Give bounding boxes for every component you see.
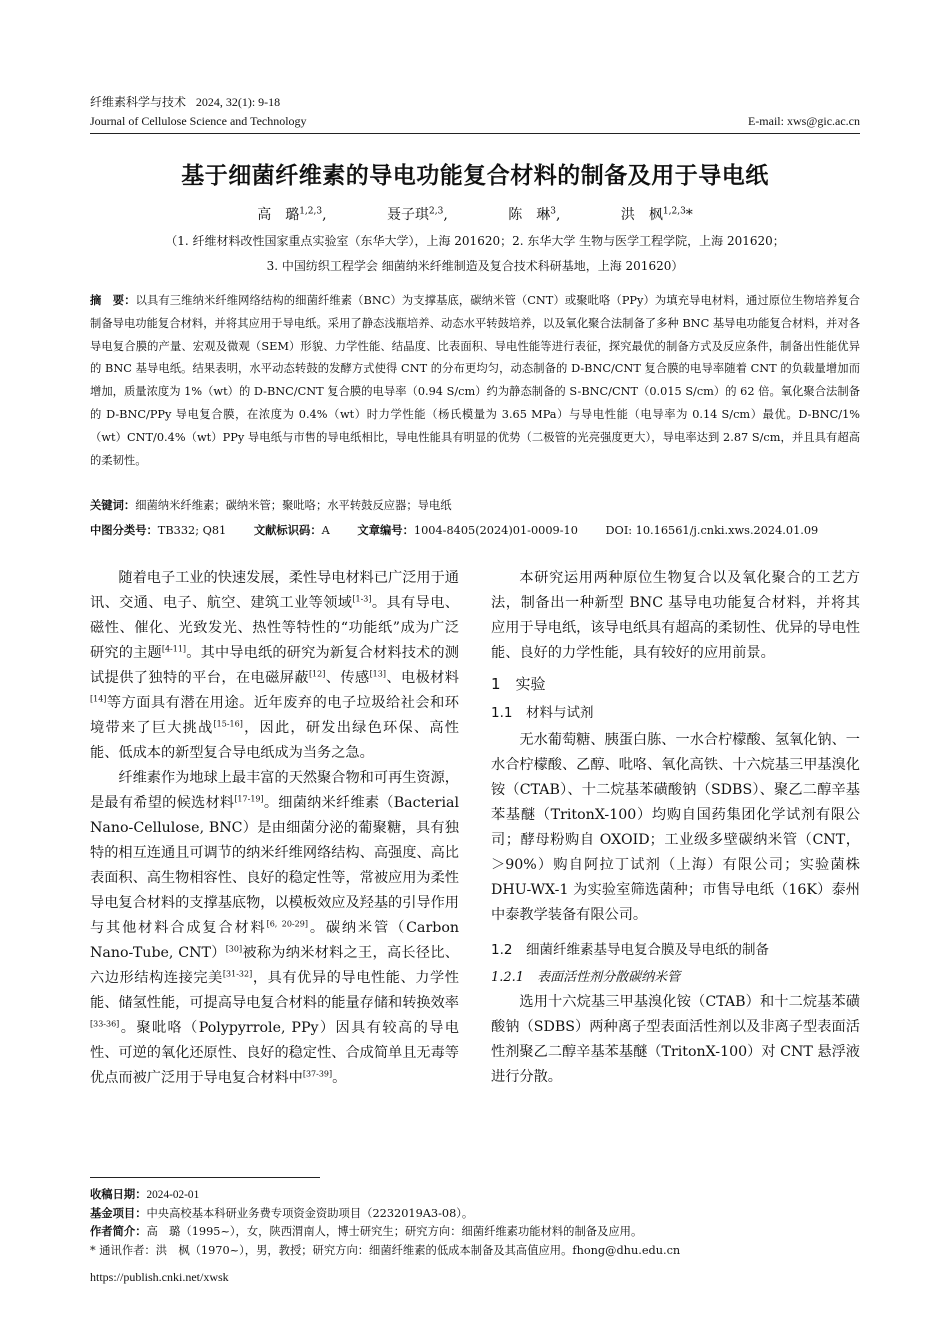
body-right-column (491, 566, 860, 1090)
abstract-text: 以具有三维纳米纤维网络结构的细菌纤维素（BNC）为支撑基底，碳纳米管（CNT）或聚吡咯（PPy）为填充导电材料，通过原位生物培养复合制备导电功能复合材料，并将其应用于导电纸。采用了静态浅瓶培养、动态水平转鼓培养，以及氧化聚合法制备了多种 BNC 基导电功能复合材料，并对各导电复合膜的产量、宏观及微观（SEM）形貌、力学性能、结晶度、比表面积、导电性能等进行表征，探究最优的制备方式及反应条件，制备出性能优异的 BNC 基导电纸。结果表明，水平动态转鼓的发酵方式使得 CNT 的分布更均匀，动态制备的 D-BNC/CNT 复合膜的电导率随着 CNT 的负载量增加而增加，质量浓度为 1%（wt）的 D-BNC/CNT 复合膜的电导率（0.94 S/cm）约为静态制备的 S-BNC/CNT（0.015 S/cm）的 62 倍。氧化聚合法制备的 D-BNC/PPy 导电复合膜，在浓度为 0.4%（wt）时力学性能（杨氏模量为 3.65 MPa）与导电性能（电导率为 0.14 S/cm）最优。D-BNC/1%（wt）CNT/0.4%（wt）PPy 导电纸与市售的导电纸相比，导电性能具有明显的优势（二极管的光亮强度更大），导电率达到 2.87 S/cm，并且具有超高的柔韧性。 (90, 294, 860, 467)
funding: 基金项目：中央高校基本科研业务费专项资金资助项目（2232019A3-08）。 (90, 1206, 474, 1220)
citation[interactable]: [14] (90, 694, 107, 704)
citation[interactable]: [37-39] (302, 1069, 333, 1079)
paper-title: 基于细菌纤维素的导电功能复合材料的制备及用于导电纸 (181, 163, 769, 189)
affiliation-line-2: 3. 中国纺织工程学会 细菌纳米纤维制造及复合技术科研基地，上海 201620） (266, 259, 684, 273)
doc-code-label: 文献标识码： (253, 524, 322, 537)
keywords-text: 细菌纳米纤维素；碳纳米管；聚吡咯；水平转鼓反应器；导电纸 (135, 499, 452, 512)
citation[interactable]: [12] (308, 669, 326, 679)
paragraph: 无水葡萄糖、胰蛋白胨、一水合柠檬酸、氢氧化钠、一水合柠檬酸、乙醇、吡咯、氧化高铁、十六烷基三甲基溴化铵（CTAB）、十二烷基苯磺酸钠（SDBS）、聚乙二醇辛基苯基醚（TritonX-100）均购自国药集团化学试剂有限公司；酵母粉购自 OXOID；工业级多壁碳纳米管（CNT，＞90%）购自阿拉丁试剂（上海）有限公司；实验菌株 DHU-WX-1 为实验室筛选菌种；市售导电纸（16K）泰州中泰教学装备有限公司。 (491, 732, 860, 923)
citation[interactable]: [31-32] (222, 969, 253, 979)
citation[interactable]: [6, 20-29] (266, 919, 308, 929)
journal-header-cn (90, 93, 280, 110)
paragraph: 随着电子工业的快速发展，柔性导电材料已广泛用于通讯、交通、电子、航空、建筑工业等领域[1-3]。具有导电、磁性、催化、光致发光、热性等特性的“功能纸”成为广泛研究的主题[4-11]。其中导电纸的研究为新复合材料技术的测试提供了独特的平台，在电磁屏蔽[12]、传感[13]、电极材料[14]等方面具有潜在用途。近年废弃的电子垃圾给社会和环境带来了巨大挑战[15-16]，因此，研发出绿色环保、高性能、低成本的新型复合导电纸成为当务之急。 (90, 570, 459, 761)
clc-value: TB332; Q81 (157, 524, 227, 537)
doi: DOI: 10.16561/j.cnki.xws.2024.01.09 (605, 524, 819, 537)
body-left-column (90, 566, 459, 1091)
subsection-heading: 1.2 细菌纤维素基导电复合膜及导电纸的制备 (491, 942, 769, 958)
author: 高 璐$^{1,2,3}$, (257, 206, 327, 223)
abstract-label: 摘 要： (90, 294, 136, 307)
footnotes (90, 1186, 860, 1260)
author: 洪 枫$^{1,2,3}$* (620, 206, 693, 223)
footnote-rule (90, 1177, 320, 1178)
received-date: 收稿日期：2024-02-01 (90, 1188, 200, 1201)
journal-url[interactable]: https://publish.cnki.net/xwsk (90, 1270, 229, 1284)
corresponding-author: * 通讯作者：洪 枫（1970~），男，教授；研究方向：细菌纤维素的低成本制备及其高值应用。fhong@dhu.edu.cn (90, 1243, 681, 1257)
subsubsection-heading: 1.2.1 表面活性剂分散碳纳米管 (491, 970, 681, 985)
citation[interactable]: [13] (369, 669, 386, 679)
section-heading: 1 实验 (491, 675, 546, 693)
citation[interactable]: [33-36] (90, 1019, 120, 1029)
author: 陈 琳$^3$, (508, 206, 561, 223)
subsection-heading: 1.1 材料与试剂 (491, 705, 594, 721)
paragraph: 纤维素作为地球上最丰富的天然聚合物和可再生资源，是最有希望的候选材料[17-19]。细菌纳米纤维素（Bacterial Nano-Cellulose, BNC）是由细菌分泌的葡聚糖，具有独特的相互连通且可调节的纳米纤维网络结构、高强度、高比表面积、高生物相容性、良好的稳定性等，常被应用为柔性导电复合材料的支撑基底物，以模板效应及羟基的引导作用与其他材料合成复合材料[6, 20-29]。碳纳米管（Carbon Nano-Tube, CNT）[30]被称为纳米材料之王，高长径比、六边形结构连接完美[31-32]，具有优异的导电性能、力学性能、储氢性能，可提高导电复合材料的能量存储和转换效率[33-36]。聚吡咯（Polypyrrole, PPy）因具有较高的导电性、可逆的氧化还原性、良好的稳定性、合成简单且无毒等优点而被广泛用于导电复合材料中[37-39]。 (90, 770, 459, 1086)
classification-line (90, 522, 860, 538)
doc-code-value: A (321, 524, 330, 537)
paragraph: 选用十六烷基三甲基溴化铵（CTAB）和十二烷基苯磺酸钠（SDBS）两种离子型表面活性剂以及非离子型表面活性剂聚乙二醇辛基苯基醚（TritonX-100）对 CNT 悬浮液进行分散。 (491, 994, 860, 1085)
journal-email: E-mail: xws@gic.ac.cn (747, 114, 860, 128)
keywords (90, 497, 860, 513)
citation[interactable]: [15-16] (213, 719, 243, 729)
article-no-label: 文章编号： (357, 524, 414, 537)
header-rule (90, 133, 860, 134)
journal-name-en: Journal of Cellulose Science and Technology (90, 114, 307, 128)
author-list (0, 204, 950, 224)
journal-issue: 2024, 32(1): 9-18 (195, 95, 281, 109)
citation[interactable]: [1-3] (352, 594, 372, 604)
keywords-label: 关键词： (90, 499, 136, 512)
author-bio: 作者简介：高 璐（1995~），女，陕西渭南人，博士研究生；研究方向：细菌纤维素功能材料的制备及应用。 (90, 1225, 643, 1238)
article-no-value: 1004-8405(2024)01-0009-10 (413, 524, 578, 537)
journal-name-cn: 纤维素科学与技术 (90, 95, 187, 109)
citation[interactable]: [30] (225, 944, 243, 954)
citation[interactable]: [4-11] (161, 644, 187, 654)
clc-label: 中图分类号： (90, 524, 158, 537)
abstract (90, 290, 860, 472)
paragraph: 本研究运用两种原位生物复合以及氧化聚合的工艺方法，制备出一种新型 BNC 基导电功能复合材料，并将其应用于导电纸，该导电纸具有超高的柔韧性、优异的导电性能、良好的力学性能，具有较好的应用前景。 (491, 570, 860, 661)
citation[interactable]: [17-19] (234, 794, 264, 804)
author: 聂子琪$^{2,3}$, (387, 206, 448, 223)
affiliation-line-1: （1. 纤维材料改性国家重点实验室（东华大学），上海 201620；2. 东华大学 生物与医学工程学院，上海 201620； (165, 234, 785, 248)
